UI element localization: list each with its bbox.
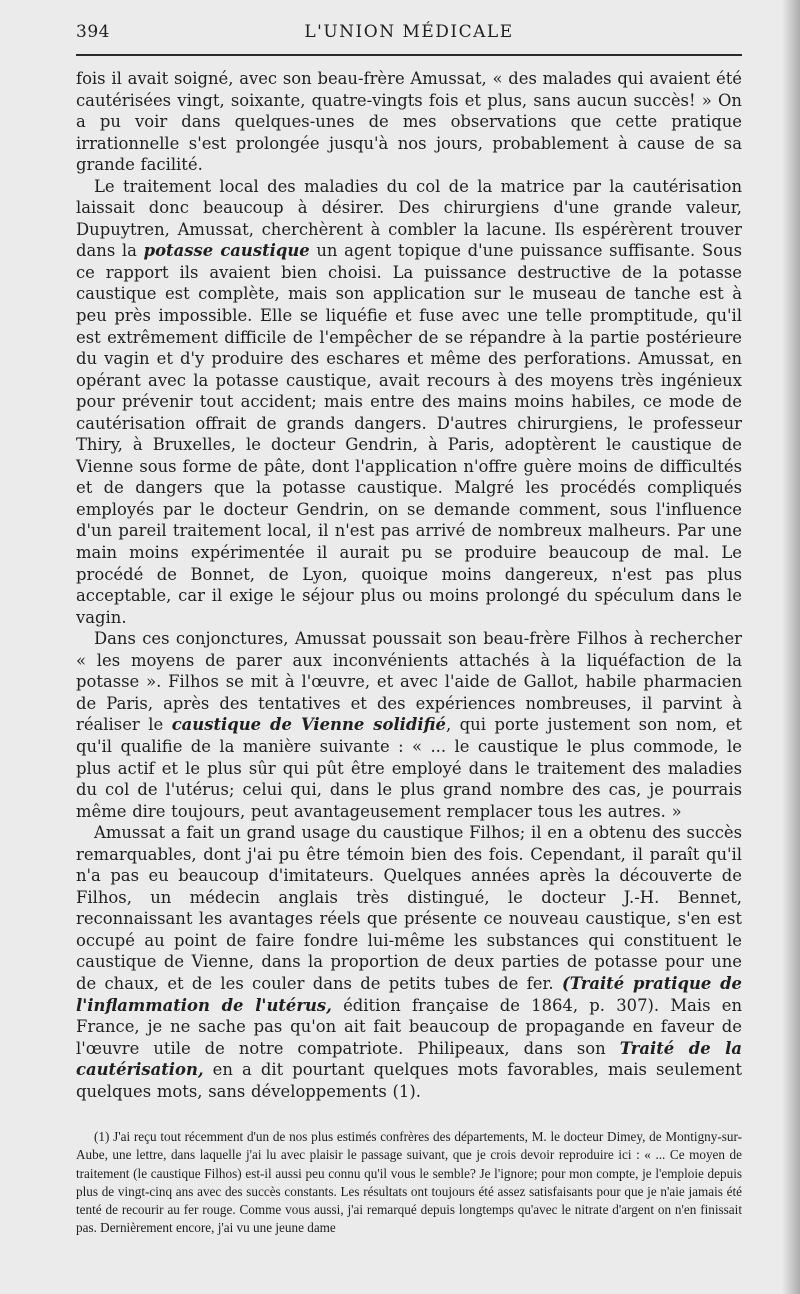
paragraph (76, 68, 742, 176)
paragraph (76, 176, 742, 628)
body-text (76, 68, 742, 1102)
text-run: Dans ces conjonctures, Amussat poussait son beau-frère Filhos à rechercher « les moyens de parer aux inconvénients attachés à la liquéfaction de la potasse ». Filhos se mit à l'œuvre, et avec l'aide de Gallot, habile pharmacien de Paris, après des tentatives et des expériences nombreuses, il parvint à réaliser le (76, 629, 742, 735)
text-run: un agent topique d'une puissance suffisante. Sous ce rapport ils avaient bien choisi. La puissance destructive de la potasse caustique est complète, mais son application sur le museau de tanche est à peu près impossible. Elle se liquéfie et fuse avec une telle promptitude, qu'il est extrêmement difficile de l'empêcher de se répandre à la partie postérieure du vagin et d'y produire des eschares et même des perforations. Amussat, en opérant avec la potasse caustique, avait recours à des moyens très ingénieux pour prévenir tout accident; mais entre des mains moins habiles, ce mode de cautérisation offrait de grands dangers. D'autres chirurgiens, le professeur Thiry, à Bruxelles, le docteur Gendrin, à Paris, adoptèrent le caustique de Vienne sous forme de pâte, dont l'application n'offre guère moins de difficultés et de dangers que la potasse caustique. Malgré les procédés compliqués employés par le docteur Gendrin, on se demande comment, sous l'influence d'un pareil traitement local, il n'est pas arrivé de nombreux malheurs. Par une main moins expérimentée il aurait pu se produire beaucoup de mal. Le procédé de Bonnet, de Lyon, quoique moins dangereux, n'est pas plus acceptable, car il exige le séjour plus ou moins prolongé du spéculum dans le vagin. (76, 241, 742, 627)
italic-title: caustique de Vienne solidifié (171, 715, 446, 735)
footnotes (76, 1128, 742, 1237)
italic-title: Traité de la cautérisation, (76, 1038, 742, 1080)
paragraph (76, 822, 742, 1102)
running-head: L'UNION MÉDICALE (304, 22, 514, 42)
text-run: Amussat a fait un grand usage du caustique Filhos; il en a obtenu des succès remarquables, dont j'ai pu être témoin bien des fois. Cependant, il paraît qu'il n'a pas eu beaucoup d'imitateurs. Quelques années après la découverte de Filhos, un médecin anglais très distingué, le docteur J.-H. Bennet, reconnaissant les avantages réels que présente ce nouveau caustique, s'en est occupé au point de faire fondre lui-même les substances qui constituent le caustique de Vienne, dans la proportion de deux parties de potasse pour une de chaux, et de les couler dans de petits tubes de fer. (76, 823, 742, 993)
page-header (76, 14, 742, 56)
italic-title: potasse caustique (143, 241, 310, 261)
paragraph (76, 628, 742, 822)
text-run: en a dit pourtant quelques mots favorables, mais seulement quelques mots, sans développements (1). (76, 1060, 742, 1101)
text-run: Le traitement local des maladies du col de la matrice par la cautérisation laissait donc beaucoup à désirer. Des chirurgiens d'une grande valeur, Dupuytren, Amussat, cherchèrent à combler la lacune. Ils espérèrent trouver dans la (76, 176, 742, 261)
text-run: fois il avait soigné, avec son beau-frère Amussat, « des malades qui avaient été cautérisées vingt, soixante, quatre-vingts fois et plus, sans aucun succès! » On a pu voir dans quelques-unes de mes observations que cette pratique irrationnelle s'est prolongée jusqu'à nos jours, probablement à cause de sa grande facilité. (76, 69, 742, 175)
text-run: , qui porte justement son nom, et qu'il qualifie de la manière suivante : « ... le caustique le plus commode, le plus actif et le plus sûr qui pût être employé dans le traitement des maladies du col de l'utérus; celui qui, dans le plus grand nombre des cas, je pourrais même dire toujours, peut avantageusement remplacer tous les autres. » (76, 715, 742, 821)
footnote: (1) J'ai reçu tout récemment d'un de nos plus estimés confrères des départements, M. le docteur Dimey, de Montigny-sur-Aube, une lettre, dans laquelle j'ai lu avec plaisir le passage suivant, que je crois devoir reproduire ici : « ... Ce moyen de traitement (le caustique Filhos) est-il aussi peu connu qu'il vous le semble? Je l'ignore; pour mon compte, je l'emploie depuis plus de vingt-cinq ans avec des succès constants. Les résultats ont toujours été assez satisfaisants pour que je n'aie jamais été tenté de recourir au fer rouge. Comme vous aussi, j'ai remarqué depuis longtemps qu'avec le nitrate d'argent on n'en finissait pas. Dernièrement encore, j'ai vu une jeune dame (76, 1129, 742, 1236)
text-run: édition française de 1864, p. 307). Mais en France, je ne sache pas qu'on ait fait beaucoup de propagande en faveur de l'œuvre utile de notre compatriote. Philipeaux, dans son (76, 995, 743, 1058)
italic-title: (Traité pratique de l'inflammation de l'utérus, (76, 973, 742, 1015)
page-number: 394 (76, 22, 110, 42)
